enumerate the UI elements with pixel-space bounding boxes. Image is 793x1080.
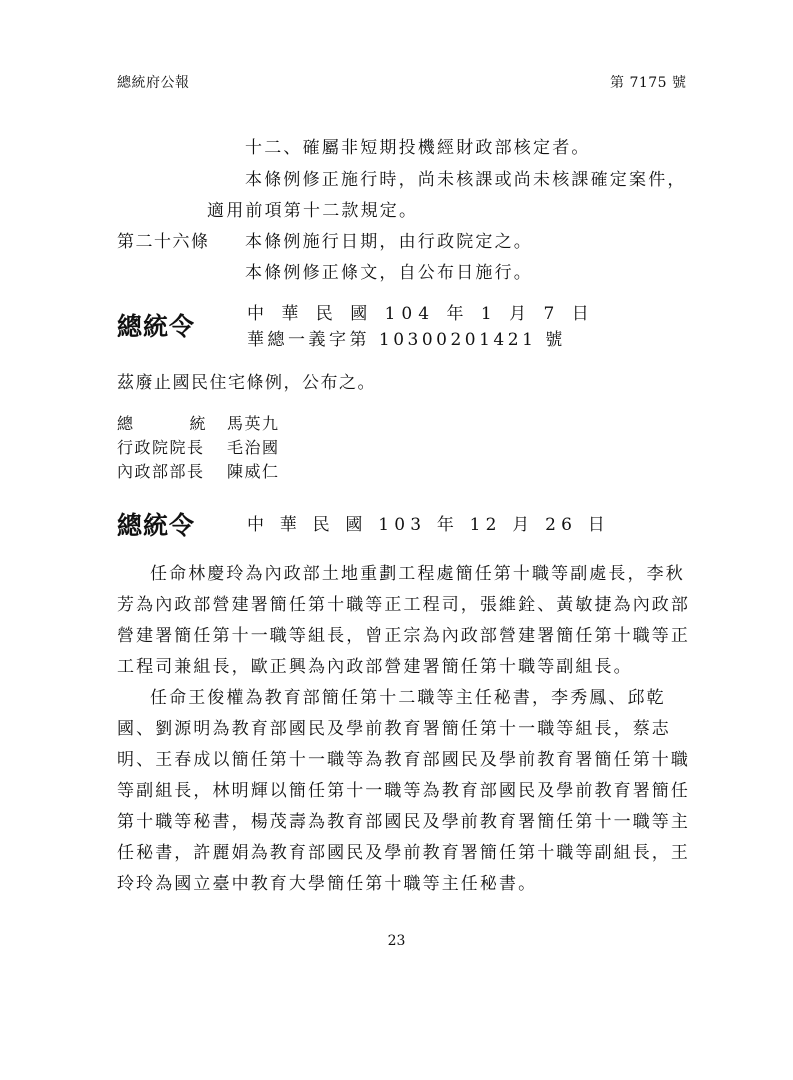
decree1-date: 中 華 民 國 104 年 1 月 7 日 [247, 304, 595, 324]
decree2-date: 中 華 民 國 103 年 12 月 26 日 [247, 515, 610, 535]
signature-name: 毛治國 [227, 438, 280, 457]
article-26-label: 第二十六條 [117, 232, 210, 252]
signature-name: 馬英九 [227, 414, 280, 433]
decree2-para2-line: 國、劉源明為教育部國民及學前教育署簡任第十一職等組長，蔡志 [117, 719, 671, 739]
decree2-para2-line: 明、王春成以簡任第十一職等為教育部國民及學前教育署簡任第十職 [117, 750, 690, 770]
article-26-line1: 本條例施行日期，由行政院定之。 [245, 232, 533, 252]
signature-premier [117, 437, 280, 459]
transition-clause-line2: 適用前項第十二款規定。 [207, 201, 419, 221]
issue-number: 第 7175 號 [610, 75, 687, 91]
signature-title: 內政部部長 [117, 462, 205, 481]
decree2-para2-line: 玲玲為國立臺中教育大學簡任第十職等主任秘書。 [117, 874, 538, 894]
signature-president [117, 413, 280, 435]
decree2-para1-line: 任命林慶玲為內政部土地重劃工程處簡任第十職等副處長，李秋 [150, 564, 685, 584]
decree2-para1-line: 工程司兼組長，歐正興為內政部營建署簡任第十職等副組長。 [117, 657, 633, 677]
decree2-para2-line: 第十職等秘書，楊茂壽為教育部國民及學前教育署簡任第十一職等主 [117, 812, 690, 832]
decree2-para1-line: 營建署簡任第十一職等組長，曾正宗為內政部營建署簡任第十職等正 [117, 626, 690, 646]
transition-clause-line1: 本條例修正施行時，尚未核課或尚未核課確定案件， [245, 170, 687, 190]
decree2-para2-line: 任秘書，許麗娟為教育部國民及學前教育署簡任第十職等副組長，王 [117, 843, 690, 863]
signature-interior-minister [117, 461, 280, 483]
signature-name: 陳威仁 [227, 462, 280, 481]
decree2-para2-line: 等副組長，林明輝以簡任第十一職等為教育部國民及學前教育署簡任 [117, 781, 690, 801]
decree2-para2-line: 任命王俊權為教育部簡任第十二職等主任秘書，李秀鳳、邱乾 [150, 688, 666, 708]
decree1-number: 華總一義字第 10300201421 號 [247, 330, 566, 350]
signature-title: 行政院院長 [117, 438, 205, 457]
decree1-title: 總統令 [117, 312, 196, 341]
decree2-title: 總統令 [117, 511, 196, 540]
gazette-title: 總統府公報 [117, 75, 190, 91]
article-26-line2: 本條例修正條文，自公布日施行。 [245, 263, 533, 283]
decree2-para1-line: 芳為內政部營建署簡任第十職等正工程司，張維銓、黃敏捷為內政部 [117, 595, 690, 615]
page-number: 23 [387, 933, 406, 949]
decree1-text: 茲廢止國民住宅條例，公布之。 [117, 373, 376, 393]
amendment-item-12: 十二、確屬非短期投機經財政部核定者。 [245, 138, 591, 158]
signature-title: 總統 [117, 414, 207, 433]
